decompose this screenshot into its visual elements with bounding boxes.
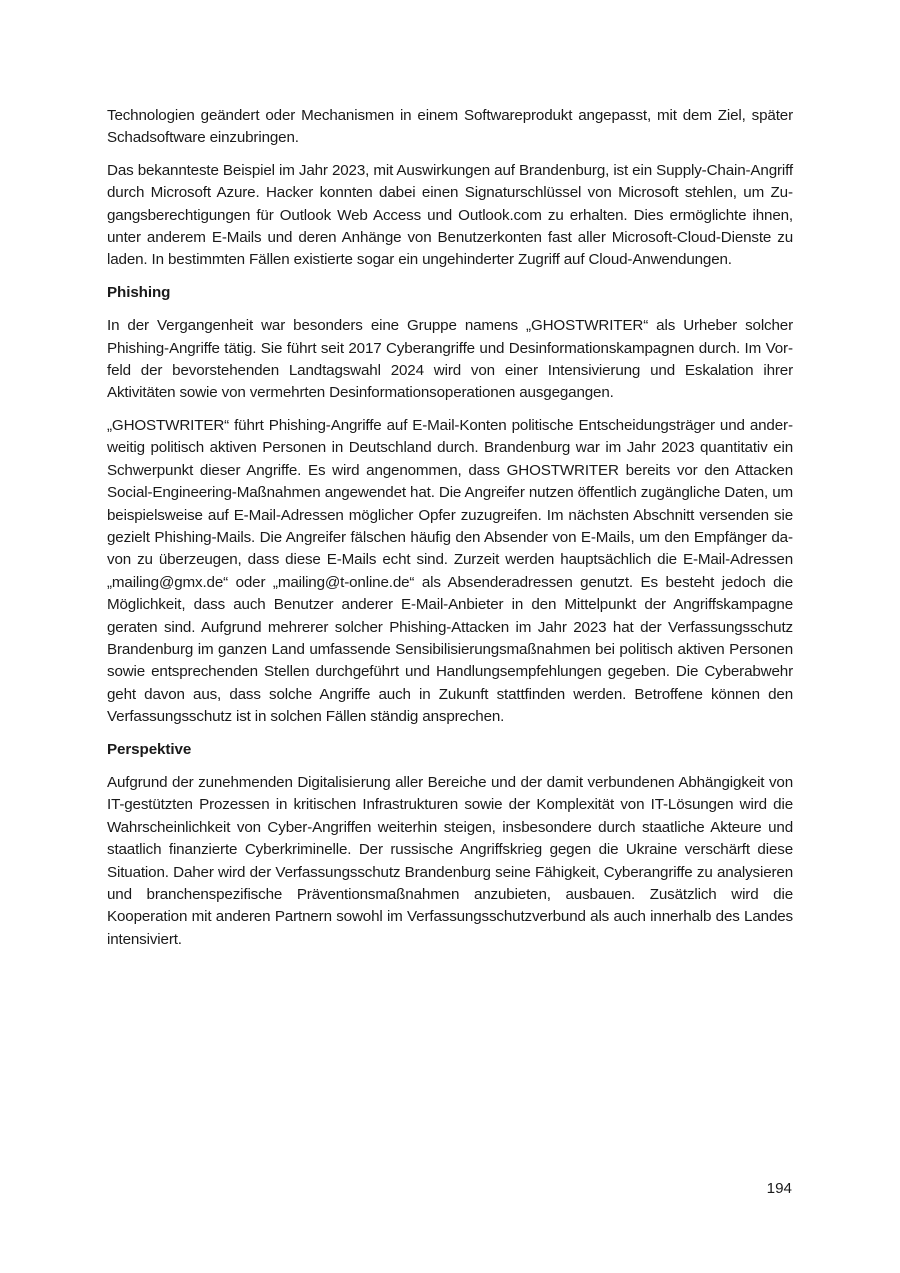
paragraph-microsoft-azure-example: Das bekannteste Beispiel im Jahr 2023, mit Auswirkungen auf Brandenburg, ist ein Supply-Chain-Angriff durch Microsoft Azure. Hacker konnten dabei einen Signaturschlüssel von Microsoft stehlen, um Zugangsberechtigungen für Outlook Web Access und Outlook.com zu erhalten. Dies ermöglichte ihnen, unter anderem E-Mails und deren Anhänge von Benutzerkonten fast aller Microsoft-Cloud-Dienste zu laden. In bestimmten Fällen existierte sogar ein ungehinderter Zugriff auf Cloud-Anwendungen. [107,161,793,269]
heading-perspektive: Perspektive [107,740,192,758]
document-page [107,105,793,961]
paragraph-ghostwriter-group: In der Vergangenheit war besonders eine Gruppe namens „GHOSTWRITER“ als Urheber solcher Phishing-Angriffe tätig. Sie führt seit 2017 Cyberangriffe und Desinformationskampagnen durch. Im Vorfeld der bevorstehenden Landtagswahl 2024 wird von einer Intensivierung und Eskalation ihrer Aktivitäten sowie von vermehrten Desinformationsoperationen ausgegangen. [107,317,793,402]
paragraph-supply-chain-intro: Technologien geändert oder Mechanismen in einem Softwareprodukt angepasst, mit dem Ziel, später Schadsoftware einzubringen. [107,107,793,147]
page-number: 194 [766,1180,792,1197]
paragraph-perspektive: Aufgrund der zunehmenden Digitalisierung aller Bereiche und der damit verbundenen Abhängigkeit von IT-gestützten Prozessen in kritischen Infrastrukturen sowie der Komplexität von IT-Lösungen wird die Wahrscheinlichkeit von Cyber-Angriffen weiterhin steigen, insbesondere durch staatliche Akteure und staatlich finanzierte Cyberkriminelle. Der russische Angriffskrieg gegen die Ukraine verschärft diese Situation. Daher wird der Verfassungsschutz Brandenburg seine Fähigkeit, Cyberangriffe zu analysieren und branchenspezifische Präventionsmaßnahmen anzubieten, ausbauen. Zusätzlich wird die Kooperation mit anderen Partnern sowohl im Verfassungsschutzverbund als auch innerhalb des Landes intensiviert. [107,773,793,948]
heading-phishing: Phishing [107,283,171,301]
paragraph-ghostwriter-attacks: „GHOSTWRITER“ führt Phishing-Angriffe auf E-Mail-Konten politische Entscheidungsträger und anderweitig politisch aktiven Personen in Deutschland durch. Brandenburg war im Jahr 2023 quantitativ ein Schwerpunkt dieser Angriffe. Es wird angenommen, dass GHOSTWRITER bereits vor den Attacken Social-Engineering-Maßnahmen angewendet hat. Die Angreifer nutzen öffentlich zugängliche Daten, um beispielsweise auf E-Mail-Adressen möglicher Opfer zuzugreifen. Im nächsten Abschnitt versenden sie gezielt Phishing-Mails. Die Angreifer fälschen häufig den Absender von E-Mails, um den Empfänger davon zu überzeugen, dass diese E-Mails echt sind. Zurzeit werden hauptsächlich die E-Mail-Adressen „mailing@gmx.de“ oder „mailing@t-online.de“ als Absenderadressen genutzt. Es besteht jedoch die Möglichkeit, dass auch Benutzer anderer E-Mail-Anbieter in den Mittelpunkt der Angriffskampagne geraten sind. Aufgrund mehrerer solcher Phishing-Attacken im Jahr 2023 hat der Verfassungsschutz Brandenburg im ganzen Land umfassende Sensibilisierungsmaßnahmen bei politisch aktiven Personen sowie entsprechenden Stellen durchgeführt und Handlungsempfehlungen gegeben. Die Cyberabwehr geht davon aus, dass solche Angriffe auch in Zukunft stattfinden werden. Betroffene können den Verfassungsschutz ist in solchen Fällen ständig ansprechen. [107,416,793,726]
